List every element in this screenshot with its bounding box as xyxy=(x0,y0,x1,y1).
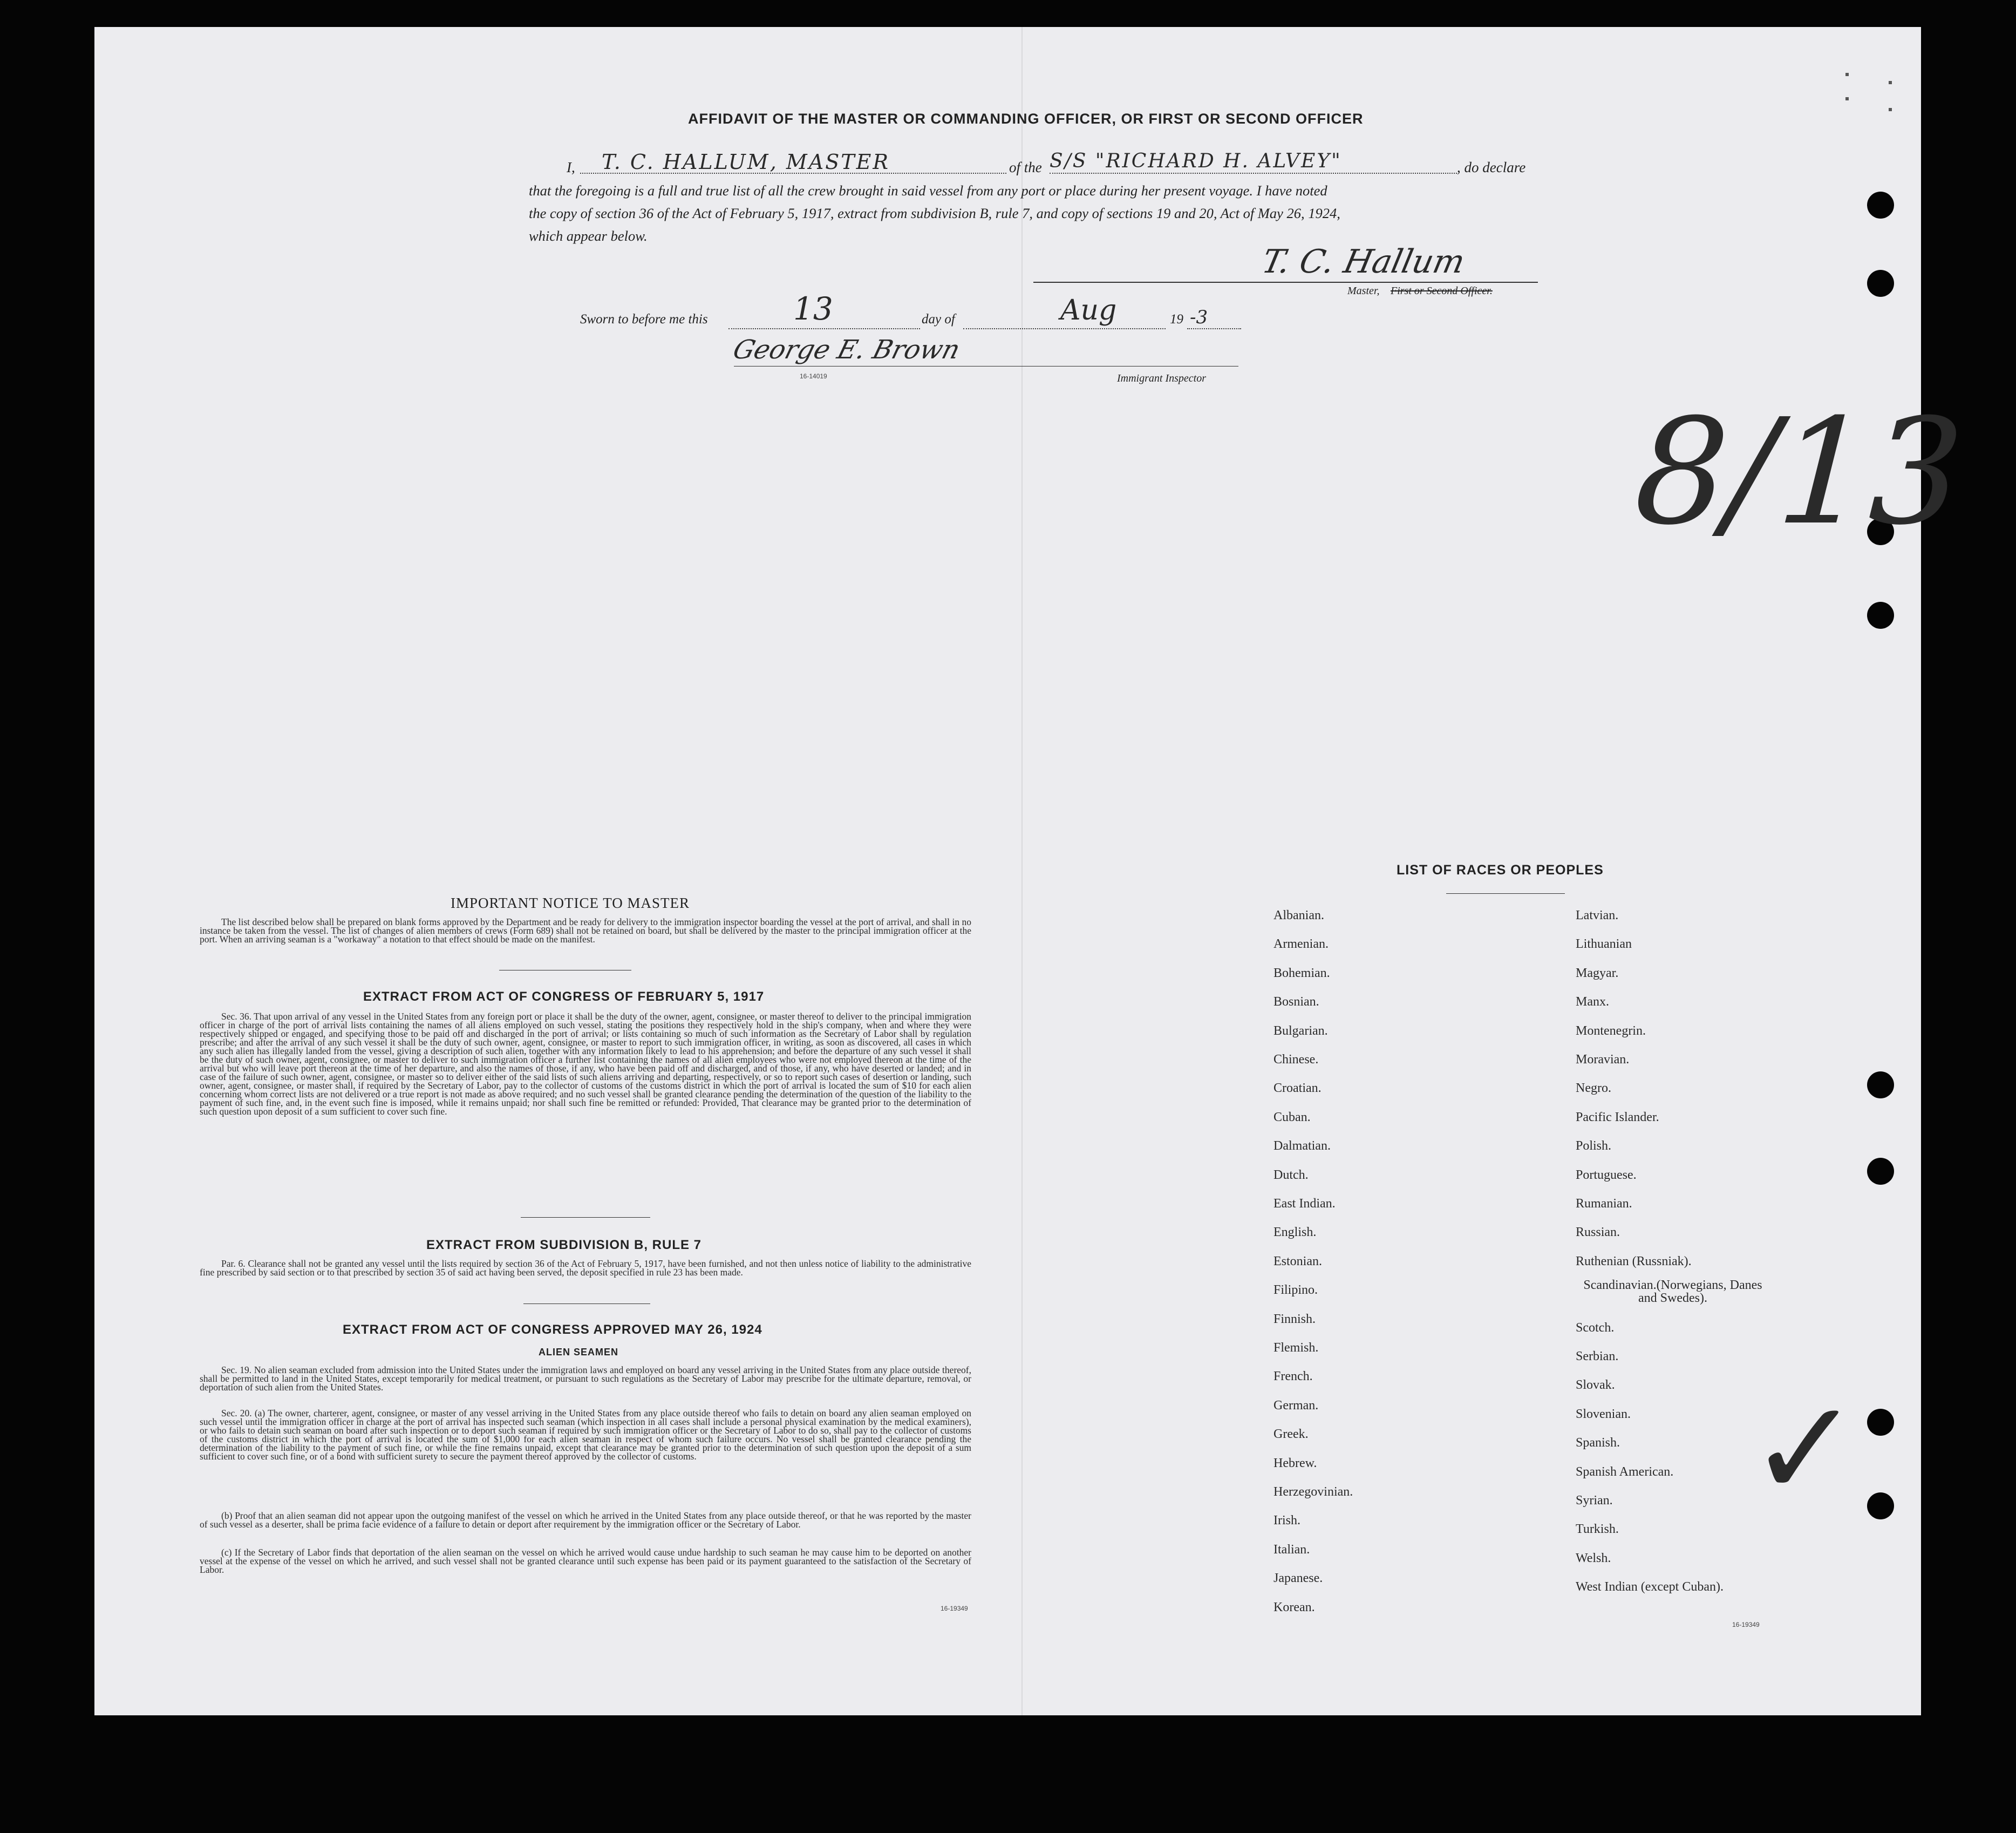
race-item: Rumanian. xyxy=(1576,1197,1632,1211)
race-item: Finnish. xyxy=(1273,1312,1316,1326)
race-item: Armenian. xyxy=(1273,937,1329,951)
master-signature: T. C. Hallum xyxy=(1258,243,1468,281)
inspector-label: Immigrant Inspector xyxy=(1117,372,1206,384)
race-item: Spanish. xyxy=(1576,1436,1620,1450)
race-item: Herzegovinian. xyxy=(1273,1485,1353,1499)
race-item: Lithuanian xyxy=(1576,937,1632,951)
affidavit-line4: which appear below. xyxy=(529,228,648,244)
race-item: Ruthenian (Russniak). xyxy=(1576,1254,1692,1268)
race-item: Hebrew. xyxy=(1273,1456,1317,1470)
form-number-small: 16-14019 xyxy=(800,372,827,380)
extract-1924-sec19: Sec. 19. No alien seaman excluded from admission into the United States under the immigration laws and employed on board any vessel arriving in the United States from any place outside thereof, shall be permitted to land in the United States, except temporarily for medical treatment, or pursuant to such regulations as the Secretary of Labor may prescribe for the ultimate departure, removal, or deportation of such alien from the United States. xyxy=(200,1364,971,1393)
races-heading: LIST OF RACES OR PEOPLES xyxy=(1397,863,1604,878)
race-item: Albanian. xyxy=(1273,908,1324,922)
punch-hole xyxy=(1867,192,1894,219)
form-number-left: 16-19349 xyxy=(941,1605,968,1612)
extract-1924-sec20c: (c) If the Secretary of Labor finds that deportation of the alien seaman on the vessel on which he arrived would cause undue hardship to such seaman he may cause him to be deported on another vessel at the expense of the vessel on which he arrived, and such vessel shall not be granted clearance until such expense has been paid or its payment guaranteed to the satisfaction of the Secretary of Labor. xyxy=(200,1547,971,1575)
race-item: Italian. xyxy=(1273,1543,1310,1557)
margin-annotation-date: 8/13 xyxy=(1613,387,1984,557)
sworn-label: Sworn to before me this xyxy=(580,312,708,327)
signature-line xyxy=(1033,282,1538,283)
race-item: Estonian. xyxy=(1273,1254,1322,1268)
form-number-right: 16-19349 xyxy=(1732,1621,1760,1628)
race-item: Chinese. xyxy=(1273,1053,1319,1067)
day-of-label: day of xyxy=(922,312,955,327)
race-item: Scandinavian.(Norwegians, Danes and Swedes). xyxy=(1583,1278,1762,1305)
rule7-heading: EXTRACT FROM SUBDIVISION B, RULE 7 xyxy=(426,1238,702,1252)
notice-text: The list described below shall be prepared on blank forms approved by the Department and be ready for delivery to the immigration inspector boarding the vessel at the port of arrival, and shall in no instance be taken from the vessel. The list of changes of alien members of crews (Form 689) shall not be retained on board, but shall be delivered by the master to the principal immigration officer at the port. When an arriving seaman is a "workaway" a notation to that effect should be made on the manifest. xyxy=(200,916,971,945)
race-item: Russian. xyxy=(1576,1225,1620,1239)
affidavit-line3: the copy of section 36 of the Act of February 5, 1917, extract from subdivision B, rule 7, and copy of sections 19 and 20, Act of May 26, 1924, xyxy=(529,205,1340,221)
alien-seamen-subheading: ALIEN SEAMEN xyxy=(539,1347,619,1357)
race-item: Portuguese. xyxy=(1576,1168,1637,1182)
dotted-line xyxy=(963,328,1166,329)
month-handwritten: Aug xyxy=(1060,294,1117,327)
dotted-line xyxy=(1050,173,1457,174)
race-item: English. xyxy=(1273,1225,1317,1239)
punch-hole xyxy=(1867,1409,1894,1436)
rule7-text: Par. 6. Clearance shall not be granted any vessel until the lists required by section 36 of the Act of February 5, 1917, have been furnished, and not then unless notice of liability to the administrative fine prescribed by said section or to that prescribed by section 35 of said act having been served, the deposit specified in rule 23 has been made. xyxy=(200,1258,971,1278)
inspector-signature: George E. Brown xyxy=(730,335,964,365)
race-item: Magyar. xyxy=(1576,966,1619,980)
dotted-line xyxy=(728,328,920,329)
race-item: Greek. xyxy=(1273,1427,1309,1441)
edge-mark xyxy=(1845,97,1849,100)
race-item: Slovenian. xyxy=(1576,1407,1631,1421)
race-item: Japanese. xyxy=(1273,1571,1323,1585)
extract-1924-sec20a: Sec. 20. (a) The owner, charterer, agent, consignee, or master of any vessel arriving in the United States from any place outside thereof who fails to detain on board any alien seaman employed on such vessel until the immigration officer in charge at the port of arrival has inspected such seaman (which inspection in all cases shall include a personal physical examination by the medical examiners), or who fails to detain such seaman on board after such inspection or to deport such seaman if required by such immigration officer or the Secretary of Labor to do so, shall pay to the collector of customs of the customs district in which the port of arrival is located the sum of $1,000 for each alien seaman in respect of whom such failure occurs. No vessel shall be granted clearance pending the determination of the liability to the payment of such fine, or while the fine remains unpaid, except that clearance may be granted prior to the determination of such question upon the deposit of a sum sufficient to cover such fine, or of a bond with sufficient surety to secure the payment thereof approved by the collector of customs. xyxy=(200,1408,971,1462)
punch-hole xyxy=(1867,270,1894,297)
affidavit-title: AFFIDAVIT OF THE MASTER OR COMMANDING OFFICER, OR FIRST OR SECOND OFFICER xyxy=(688,111,1364,127)
paper-sheet xyxy=(94,27,1921,1715)
race-item: Moravian. xyxy=(1576,1053,1630,1067)
paper-fold-line xyxy=(1021,27,1023,1715)
master-label: Master, xyxy=(1347,285,1380,297)
race-item: West Indian (except Cuban). xyxy=(1576,1580,1724,1594)
race-item: Flemish. xyxy=(1273,1341,1319,1355)
race-item: Dutch. xyxy=(1273,1168,1309,1182)
punch-hole xyxy=(1867,602,1894,629)
race-item: Irish. xyxy=(1273,1513,1300,1527)
race-item: Korean. xyxy=(1273,1600,1315,1614)
race-item: Welsh. xyxy=(1576,1551,1611,1565)
of-the-label: of the xyxy=(1009,159,1042,175)
race-item: Pacific Islander. xyxy=(1576,1110,1659,1124)
race-item: Serbian. xyxy=(1576,1349,1619,1363)
race-item: Spanish American. xyxy=(1576,1465,1674,1479)
checkmark-icon: ✓ xyxy=(1748,1370,1862,1527)
notice-heading: IMPORTANT NOTICE TO MASTER xyxy=(451,895,690,911)
day-handwritten: 13 xyxy=(793,290,833,327)
year-handwritten: -3 xyxy=(1190,307,1208,328)
race-item: Turkish. xyxy=(1576,1522,1619,1536)
race-item: Slovak. xyxy=(1576,1378,1615,1392)
dotted-line xyxy=(1187,328,1241,329)
punch-hole xyxy=(1867,1071,1894,1098)
struck-officer-label: First or Second Officer. xyxy=(1391,285,1493,297)
race-item: Montenegrin. xyxy=(1576,1024,1646,1038)
punch-hole xyxy=(1867,1492,1894,1519)
year-prefix: 19 xyxy=(1170,312,1183,327)
races-heading-rule xyxy=(1446,893,1565,894)
extract-1917-heading: EXTRACT FROM ACT OF CONGRESS OF FEBRUARY 5, 1917 xyxy=(363,989,765,1004)
race-item: Syrian. xyxy=(1576,1493,1613,1508)
race-item: Bulgarian. xyxy=(1273,1024,1328,1038)
edge-mark xyxy=(1889,81,1892,84)
master-name-handwritten: T. C. HALLUM, MASTER xyxy=(602,150,890,174)
vessel-name-handwritten: S/S "RICHARD H. ALVEY" xyxy=(1050,150,1342,172)
dotted-line xyxy=(580,173,1006,174)
extract-1924-sec20b: (b) Proof that an alien seaman did not appear upon the outgoing manifest of the vessel on which he arrived in the United States from any place outside thereof, or that he was reported by the master of such vessel as a deserter, shall be prima facie evidence of a failure to detain or deport after requirement by the immigration officer or the Secretary of Labor. xyxy=(200,1510,971,1530)
race-item: French. xyxy=(1273,1369,1313,1383)
section-rule xyxy=(521,1217,650,1218)
race-item: German. xyxy=(1273,1398,1319,1413)
race-item: Croatian. xyxy=(1273,1081,1322,1095)
punch-hole xyxy=(1867,1158,1894,1185)
affidavit-line2: that the foregoing is a full and true list of all the crew brought in said vessel from any port or place during her present voyage. I have noted xyxy=(529,182,1327,199)
race-item: Cuban. xyxy=(1273,1110,1311,1124)
race-item: Negro. xyxy=(1576,1081,1611,1095)
race-item: Manx. xyxy=(1576,995,1609,1009)
race-item: Bosnian. xyxy=(1273,995,1319,1009)
race-item: East Indian. xyxy=(1273,1197,1336,1211)
race-item: Dalmatian. xyxy=(1273,1139,1331,1153)
race-item: Filipino. xyxy=(1273,1283,1318,1297)
race-item: Latvian. xyxy=(1576,908,1619,922)
race-item: Bohemian. xyxy=(1273,966,1330,980)
edge-mark xyxy=(1889,108,1892,111)
edge-mark xyxy=(1845,73,1849,76)
do-declare-label: , do declare xyxy=(1457,159,1526,175)
race-item: Polish. xyxy=(1576,1139,1612,1153)
affidavit-line1-prefix: I, xyxy=(567,159,575,175)
race-item: Scotch. xyxy=(1576,1321,1615,1335)
extract-1924-heading: EXTRACT FROM ACT OF CONGRESS APPROVED MAY 26, 1924 xyxy=(343,1322,762,1337)
extract-1917-text: Sec. 36. That upon arrival of any vessel in the United States from any foreign port or place it shall be the duty of the owner, agent, consignee, or master thereof to deliver to the principal immigration officer in charge of the port of arrival lists containing the names of all aliens employed on such vessel, stating the positions they respectively hold in the ship's company, when and where they were respectively shipped or engaged, and specifying those to be paid off and discharged in the port of arrival; or lists containing so much of such information as the Secretary of Labor shall by regulation prescribe; and after the arrival of any such vessel it shall be the duty of such owner, agent, consignee, or master to report to such immigration officer, in writing, as soon as discovered, all cases in which any such alien has illegally landed from the vessel, giving a description of such alien, together with any information likely to lead to his apprehension; and before the departure of any such vessel it shall be the duty of such owner, agent, consignee, or master to deliver to such immigration officer a further list containing the names of all alien employees who were not employed thereon at the time of the arrival but who will leave port thereon at the time of her departure, and also the names of those, if any, who have been paid off and discharged, and of those, if any, who have deserted or landed; and in case of the failure of such owner, agent, consignee, or master so to deliver either of the said lists of such aliens arriving and departing, respectively, or so to report such cases of desertion or landing, such owner, agent, consignee, or master shall, if required by the Secretary of Labor, pay to the collector of customs of the customs district in which the port of arrival is located the sum of $10 for each alien concerning whom correct lists are not delivered or a true report is not made as above required; and no such vessel shall be granted clearance pending the determination of the question of the liability to the payment of such fine, and, in the event such fine is imposed, while it remains unpaid; nor shall such fine be remitted or refunded: Provided, That clearance may be granted prior to the determination of such question upon deposit of a sum sufficient to cover such fine. xyxy=(200,1011,971,1117)
